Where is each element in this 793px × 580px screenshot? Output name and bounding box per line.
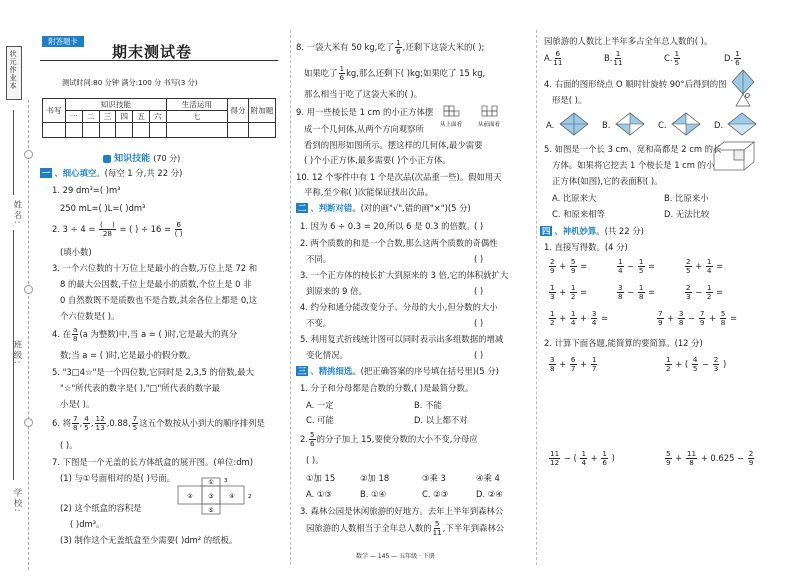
score-cell[interactable] — [133, 123, 150, 138]
column-divider — [536, 30, 537, 565]
heading-multiple-choice: 三 、精挑细选。(把正确答案的序号填在括号里)(5 分) — [298, 366, 499, 376]
written-calc-item[interactable] — [664, 356, 726, 373]
question-4-line2[interactable]: 数;当 a = ( )时,它是最小的假分数。 — [60, 350, 196, 360]
oral-calc-item[interactable] — [616, 284, 655, 301]
fraction: $\frac{3}{4}$ — [591, 309, 597, 327]
question-9-line4[interactable]: ( )个小正方体,最多需要( )个小正方体。 — [304, 155, 451, 165]
operator: ) — [720, 359, 727, 369]
fraction: $\frac{1}{4}$ — [581, 449, 587, 467]
choice-1-option-d[interactable]: D. 以上都不对 — [414, 415, 468, 425]
score-col-total: 得分 — [228, 99, 249, 123]
choice-4-line1: 4. 右面的图形绕点 O 顺时针旋转 90°后得到的图 — [544, 79, 727, 89]
question-8-line3[interactable]: 那么相当于吃了这袋大米的( )。 — [304, 89, 423, 99]
operator: + — [692, 261, 705, 271]
net-dim: 2 — [248, 494, 252, 500]
judge-1: 1. 因为 6 ÷ 0.3 = 20,所以 6 是 0.3 的倍数。 — [300, 221, 475, 231]
question-10-line2[interactable]: 平称,至少称( )次能保证找出次品。 — [304, 187, 434, 197]
question-5-line2[interactable]: "☆"所代表的数字是( ),"□"所代表的数字最 — [60, 383, 220, 393]
question-1b[interactable]: 250 mL=( )L=( )dm³ — [60, 203, 146, 213]
score-col-writing: 书写 — [43, 99, 66, 123]
choice-4-option-d-label[interactable]: D. — [714, 120, 724, 130]
section-points: (70 分) — [153, 154, 181, 163]
choice-2: 2. $\frac{5}{6}$ 的分子加上 15,要使分数的大小不变,分母应 — [300, 430, 478, 448]
q9-views — [440, 102, 512, 132]
score-group-life: 生活运用 — [166, 99, 227, 111]
operator: + — [556, 287, 569, 297]
question-7-1[interactable]: (1) 与①号面相对的是( )号面。 — [60, 473, 175, 483]
class-label: 班级: — [13, 340, 23, 366]
operator: = — [577, 287, 588, 297]
question-6-line1: 6. 将 $\frac{7}{8}$ , $\frac{4}{5}$ , $\frac{12}{13}$ ,0.88, $\frac{7}{5}$ 这五个数按从小到大的顺序排列是 — [52, 414, 265, 432]
net-label: ③ — [208, 493, 214, 500]
fraction: $\frac{1}{2}$ — [570, 283, 576, 301]
score-subcol: 三 — [99, 111, 116, 123]
choice-4-option-a-label[interactable]: A. — [546, 120, 555, 130]
score-table — [42, 98, 276, 138]
question-10-line1: 10. 12 个零件中有 1 个是次品(次品重一些)。假如用天 — [296, 172, 502, 182]
judge-5b: 变化情况。 — [306, 350, 348, 360]
fraction: $\frac{4}{5}$ — [692, 355, 698, 373]
question-7-2b[interactable]: ( )dm³。 — [70, 519, 105, 529]
choice-3-option-c[interactable]: C. $\frac{1}{5}$ — [664, 49, 680, 67]
operator: + — [706, 313, 719, 323]
question-5-line3[interactable]: 小是( )。 — [60, 399, 95, 409]
judge-1-blank[interactable]: ( ) — [474, 221, 484, 231]
question-9-line2: 成一个几何体,从两个方向观察所 — [304, 124, 424, 134]
judge-2: 2. 两个质数的和是一个合数,那么这两个质数的奇偶性 — [300, 238, 498, 248]
question-1a[interactable]: 1. 29 dm³=( )m³ — [52, 185, 121, 195]
fraction: $\frac{1}{2}$ — [706, 283, 712, 301]
calc-1-title: 1. 直接写得数。(4 分) — [544, 242, 628, 252]
choice-4-option-a-shape[interactable] — [558, 110, 592, 138]
judge-3-blank[interactable]: ( ) — [474, 286, 484, 296]
net-label: ② — [187, 493, 193, 500]
question-5-line1: 5. "3□4☆"是一个四位数,它同时是 2,3,5 的倍数,最大 — [52, 367, 255, 377]
choice-1[interactable]: 1. 分子和分母都是合数的分数,( )是最简分数。 — [300, 383, 474, 393]
heading-calculation: 四 、神机妙算。(共 22 分) — [542, 226, 644, 236]
written-calc-item[interactable] — [548, 450, 615, 467]
score-cell[interactable] — [99, 123, 116, 138]
binding-line — [28, 100, 29, 570]
page-title: 期末测试卷 — [112, 43, 193, 61]
choice-3-line1: 3. 森林公园是休闲旅游的好地方。去年上半年到森林公 — [300, 506, 504, 516]
question-7-3[interactable]: (3) 制作这个无盖纸盒至少需要( )dm² 的纸板。 — [60, 535, 238, 545]
fraction: $\frac{1}{6}$ — [602, 449, 607, 467]
score-cell[interactable] — [149, 123, 166, 138]
answer-card-tab[interactable]: 附答题卡 — [42, 36, 84, 47]
score-group-knowledge: 知识技能 — [66, 99, 167, 111]
point-o-label: O — [745, 93, 750, 100]
question-7: 7. 下图是一个无盖的长方体纸盒的展开图。(单位:dm) — [52, 457, 253, 467]
operator: − — [699, 359, 712, 369]
operator: + — [556, 261, 569, 271]
score-subcol: 一 — [66, 111, 83, 123]
net-label: ① — [208, 479, 214, 486]
choice-4-option-d-shape[interactable] — [726, 110, 760, 138]
fraction: $\frac{5}{9}$ — [666, 449, 671, 467]
operator: = — [713, 261, 724, 271]
choice-4-option-b-label[interactable]: B. — [602, 120, 611, 130]
question-9-line3: 看到的图形如图所示。摆这样的几何体,最少需要 — [304, 140, 483, 150]
choice-3-line2: 园旅游的人数相当于全年总人数的 $\frac{5}{11}$ ,下半年到森林公 — [306, 519, 505, 537]
operator: + — [577, 359, 590, 369]
operator: = — [645, 287, 656, 297]
question-2[interactable]: 2. 3 ÷ 4 = $\frac{( )}{28}$ = ( ) ÷ 16 = $\frac{6}{( )}$ — [52, 220, 183, 238]
operator: − — [692, 287, 705, 297]
name-label: 姓名: — [13, 200, 23, 226]
fraction: $\frac{1}{4}$ — [706, 257, 712, 275]
section-icon — [103, 155, 111, 163]
fraction: $\frac{2}{9}$ — [550, 257, 555, 275]
oral-calc-item[interactable] — [548, 284, 587, 301]
score-subcol: 四 — [116, 111, 133, 123]
choice-1-option-c[interactable]: C. 可能 — [306, 415, 334, 425]
operator: + — [672, 453, 685, 463]
operator: + — [577, 313, 590, 323]
choice-4-option-b-shape[interactable] — [614, 110, 648, 138]
fraction: $\frac{2}{3}$ — [713, 355, 719, 373]
choice-5-line2: 方体。如果将它挖去 1 个棱长是 1 cm 的小 — [552, 160, 715, 170]
page-footer: 数学 — 145 — 五年级 · 下册 — [356, 553, 435, 560]
exam-info: 测试时间:80 分钟 满分:100 分 书写(3 分) — [62, 78, 198, 87]
operator: = — [577, 261, 588, 271]
score-subcol: 七 — [166, 111, 227, 123]
oral-calc-item[interactable] — [684, 284, 723, 301]
fraction: $\frac{1}{4}$ — [570, 309, 576, 327]
fraction: $\frac{1}{7}$ — [591, 355, 597, 373]
fraction: $\frac{2}{9}$ — [748, 449, 754, 467]
score-cell[interactable] — [66, 123, 83, 138]
score-col-bonus: 附加题 — [249, 99, 276, 123]
operator: ) — [608, 453, 615, 463]
judge-2b: 不同。 — [306, 254, 332, 264]
fraction: $\frac{2}{3}$ — [686, 283, 691, 301]
fraction: $\frac{3}{8}$ — [618, 283, 623, 301]
score-subcol: 二 — [82, 111, 99, 123]
rotation-figure — [730, 68, 756, 112]
column-divider — [290, 30, 291, 565]
judge-5-blank[interactable]: ( ) — [474, 350, 484, 360]
operator: + — [664, 313, 677, 323]
oral-calc-item[interactable] — [684, 258, 723, 275]
school-label: 学校: — [13, 488, 23, 514]
choice-5-option-a[interactable]: A. 比原来大 — [552, 193, 597, 203]
section-title: 知识技能 — [114, 154, 151, 164]
fraction: $\frac{1}{2}$ — [666, 355, 671, 373]
choice-2-blank[interactable]: ( )。 — [306, 455, 324, 465]
operator: + — [556, 359, 569, 369]
fraction: $\frac{11}{12}$ — [550, 449, 560, 467]
choice-2-item: ①加 15 — [306, 473, 336, 483]
score-cell[interactable] — [116, 123, 133, 138]
score-cell[interactable] — [166, 123, 227, 138]
fraction: $\frac{1}{3}$ — [550, 283, 555, 301]
question-8-line2[interactable]: 如果吃了 $\frac{1}{6}$ kg,那么还剩下( )kg;如果吃了 15 kg, — [304, 64, 486, 82]
oral-calc-item[interactable] — [616, 258, 655, 275]
title-rule — [40, 60, 278, 61]
name-line[interactable] — [13, 110, 14, 195]
heading-fill-blanks: 一 、细心填空。(每空 1 分,共 22 分) — [42, 168, 183, 178]
heading-true-false: 二 、判断对错。(对的画"√",错的画"×")(5 分) — [298, 203, 471, 213]
operator: + — [556, 313, 569, 323]
fraction: $\frac{1}{4}$ — [618, 257, 623, 275]
fraction: $\frac{3}{8}$ — [550, 355, 555, 373]
judge-4: 4. 约分和通分能改变分子、分母的大小,但分数的大小 — [300, 302, 498, 312]
view-top-label: 从上面看 — [440, 122, 463, 128]
binding-hole — [24, 285, 33, 294]
net-label: ④ — [229, 493, 235, 500]
choice-4-option-c-label[interactable]: C. — [658, 120, 667, 130]
calc-2-title: 2. 计算下面各题,能简算的要简算。(12 分) — [544, 338, 703, 348]
oral-calc-item[interactable] — [548, 258, 587, 275]
score-cell[interactable] — [43, 123, 66, 138]
operator: = — [598, 313, 609, 323]
choice-2-item: ③乘 3 — [422, 473, 446, 483]
score-cell[interactable] — [249, 123, 276, 138]
binding-hole — [24, 150, 33, 159]
net-label: ⑤ — [208, 507, 214, 514]
judge-4b: 不变。 — [306, 318, 332, 328]
operator: + — [588, 453, 601, 463]
written-calc-item[interactable] — [664, 450, 755, 467]
choice-3-option-b[interactable]: B. $\frac{1}{11}$ — [604, 49, 623, 67]
score-cell[interactable] — [82, 123, 99, 138]
choice-1-option-a[interactable]: A. 一定 — [306, 400, 334, 410]
fraction: $\frac{7}{9}$ — [699, 309, 705, 327]
question-7-2: (2) 这个纸盒的容积是 — [60, 503, 142, 513]
choice-2-item: ②加 18 — [360, 473, 390, 483]
question-3-line4[interactable]: 个六位数是( )。 — [60, 311, 120, 321]
choice-2-option-a[interactable]: A. ①③ — [306, 489, 332, 499]
binding-hole — [24, 418, 33, 427]
choice-3-option-a[interactable]: A. $\frac{6}{11}$ — [544, 49, 563, 67]
judge-5: 5. 利用复式折线统计图可以同时表示出多组数据的增减 — [300, 334, 504, 344]
score-cell[interactable] — [228, 123, 249, 138]
fraction: $\frac{6}{7}$ — [570, 355, 576, 373]
question-8-line1[interactable]: 8. 一袋大米有 50 kg,吃了 $\frac{1}{6}$ ,还剩下这袋大米的( ); — [296, 38, 485, 56]
choice-5-option-d[interactable]: D. 无法比较 — [664, 209, 710, 219]
oral-calc-item[interactable] — [548, 310, 608, 327]
operator: = — [727, 313, 738, 323]
operator: − ( — [561, 453, 580, 463]
question-6-line2[interactable]: ( )。 — [60, 440, 78, 450]
net-dim: 3 — [224, 478, 228, 484]
fraction: $\frac{1}{5}$ — [638, 257, 644, 275]
box-net-diagram — [176, 472, 272, 518]
written-calc-item[interactable] — [548, 356, 598, 373]
question-2-note: (填小数) — [60, 247, 92, 257]
view-front-label: 从前面看 — [478, 122, 501, 128]
operator: − — [685, 313, 698, 323]
fraction: $\frac{11}{8}$ — [686, 449, 697, 467]
fraction: $\frac{3}{8}$ — [678, 309, 684, 327]
cuboid-figure — [712, 140, 758, 174]
judge-4-blank[interactable]: ( ) — [474, 318, 484, 328]
question-3-line2: 8 的最大公因数,千位上是最小的质数,个位上是 0 非 — [60, 279, 252, 289]
choice-5-option-b[interactable]: B. 比原来小 — [664, 193, 709, 203]
operator: + 0.625 − — [698, 453, 747, 463]
choice-4-option-c-shape[interactable] — [670, 110, 704, 138]
operator: = — [645, 261, 656, 271]
question-3-line1: 3. 一个六位数的十万位上是最小的合数,万位上是 72 和 — [52, 263, 258, 273]
operator: − — [624, 287, 637, 297]
oral-calc-item[interactable] — [656, 310, 737, 327]
section-banner — [103, 151, 180, 164]
choice-4-line2[interactable]: 形是( )。 — [552, 95, 587, 105]
operator: = — [713, 287, 724, 297]
choice-2-option-c[interactable]: C. ②③ — [422, 489, 449, 499]
class-line[interactable] — [13, 230, 14, 330]
judge-3b: 到原来的 9 倍。 — [306, 286, 367, 296]
fraction: $\frac{5}{8}$ — [720, 309, 726, 327]
side-badge: 状元作业本 — [6, 46, 22, 100]
question-9-line1: 9. 用一些棱长是 1 cm 的小正方体摆 — [296, 107, 434, 117]
choice-5-line3[interactable]: 正方体(如图),它的表面积( )。 — [552, 176, 663, 186]
fraction: $\frac{1}{8}$ — [638, 283, 644, 301]
choice-2-option-b[interactable]: B. ①④ — [360, 489, 387, 499]
choice-5-line1: 5. 如图是一个长 3 cm、宽和高都是 2 cm 的长 — [544, 144, 722, 154]
fraction: $\frac{7}{9}$ — [658, 309, 663, 327]
choice-5-option-c[interactable]: C. 和原来相等 — [552, 209, 606, 219]
judge-2-blank[interactable]: ( ) — [474, 254, 484, 264]
choice-2-item: ④乘 4 — [476, 473, 500, 483]
operator: + ( — [672, 359, 691, 369]
fraction: $\frac{2}{5}$ — [686, 257, 691, 275]
choice-3-option-d[interactable]: D. $\frac{1}{6}$ — [724, 49, 740, 67]
choice-2-option-d[interactable]: D. ②④ — [476, 489, 503, 499]
fraction: $\frac{1}{2}$ — [550, 309, 555, 327]
judge-3: 3. 一个正方体的棱长扩大到原来的 3 倍,它的体积就扩大 — [300, 270, 509, 280]
score-subcol: 六 — [149, 111, 166, 123]
operator: − — [624, 261, 637, 271]
fraction: $\frac{5}{9}$ — [570, 257, 576, 275]
choice-1-option-b[interactable]: B. 不能 — [414, 400, 442, 410]
choice-3-cont[interactable]: 园旅游的人数比上半年多占全年总人数的( )。 — [544, 36, 713, 46]
score-subcol: 五 — [133, 111, 150, 123]
question-3-line3: 0 自然数既不是质数也不是合数,其余各位上都是 0,这 — [60, 295, 258, 305]
question-4-line1[interactable]: 4. 在 $\frac{a}{8}$ (a 为整数)中,当 a = ( )时,它是最大的真分 — [52, 325, 238, 343]
